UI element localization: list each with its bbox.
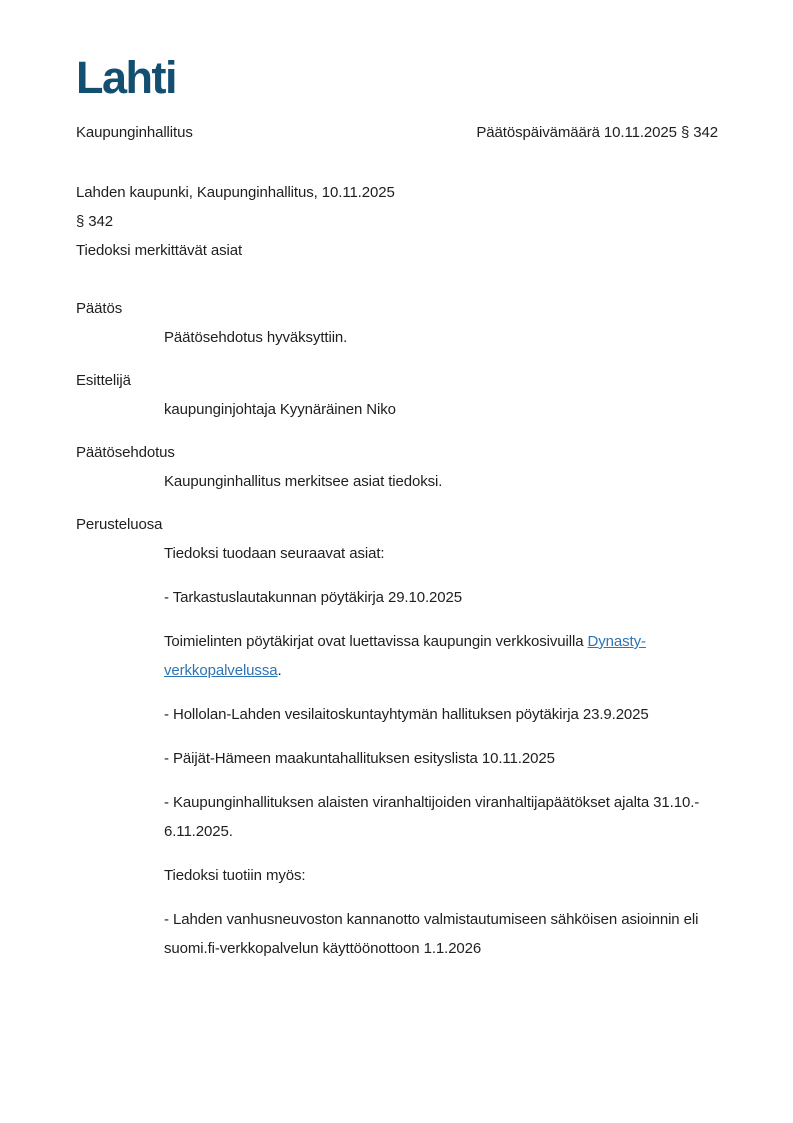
- section-paatosehdotus: [76, 438, 718, 496]
- document-title-line: Lahden kaupunki, Kaupunginhallitus, 10.11.2025: [76, 184, 395, 201]
- section-mark: § 342: [76, 213, 114, 230]
- list-item: - Päijät-Hämeen maakuntahallituksen esityslista 10.11.2025: [164, 750, 555, 767]
- dynasty-service-link[interactable]: Dynasty-verkkopalvelussa: [164, 633, 646, 679]
- section-heading-paatos: Päätös: [76, 300, 123, 317]
- paragraph: Kaupunginhallitus merkitsee asiat tiedoksi.: [164, 473, 443, 490]
- section-paatos: [76, 294, 718, 352]
- paragraph-with-link: [164, 627, 718, 685]
- list-item: - Tarkastuslautakunnan pöytäkirja 29.10.2025: [164, 589, 463, 606]
- paragraph-more-heading: Tiedoksi tuotiin myös:: [164, 867, 306, 884]
- link-paragraph-prefix: Toimielinten pöytäkirjat ovat luettavissa kaupungin verkkosivuilla: [164, 633, 588, 650]
- section-heading-perusteluosa: Perusteluosa: [76, 516, 163, 533]
- paragraph-intro: Tiedoksi tuodaan seuraavat asiat:: [164, 545, 385, 562]
- section-heading-esittelija: Esittelijä: [76, 372, 131, 389]
- section-perusteluosa: [76, 510, 718, 963]
- link-paragraph-suffix: .: [277, 662, 282, 679]
- section-body: [164, 395, 718, 424]
- section-heading-paatosehdotus: Päätösehdotus: [76, 444, 175, 461]
- section-body: [164, 323, 718, 352]
- paragraph: kaupunginjohtaja Kyynäräinen Niko: [164, 401, 396, 418]
- paragraph: Päätösehdotus hyväksyttiin.: [164, 329, 348, 346]
- header-organization: Kaupunginhallitus: [76, 124, 193, 141]
- header-decision-date: Päätöspäivämäärä 10.11.2025 § 342: [476, 124, 718, 141]
- document-subject: Tiedoksi merkittävät asiat: [76, 242, 243, 259]
- page-header: [76, 118, 718, 147]
- list-item: - Lahden vanhusneuvoston kannanotto valmistautumiseen sähköisen asioinnin eli suomi.fi-verkkopalvelun käyttöönottoon 1.1.2026: [164, 911, 699, 957]
- list-item: - Kaupunginhallituksen alaisten viranhaltijoiden viranhaltijapäätökset ajalta 31.10.- 6.11.2025.: [164, 794, 700, 840]
- section-body: [164, 539, 718, 963]
- section-esittelija: [76, 366, 718, 424]
- list-item: - Hollolan-Lahden vesilaitoskuntayhtymän hallituksen pöytäkirja 23.9.2025: [164, 706, 649, 723]
- section-body: [164, 467, 718, 496]
- lahti-logo: Lahti: [76, 52, 176, 103]
